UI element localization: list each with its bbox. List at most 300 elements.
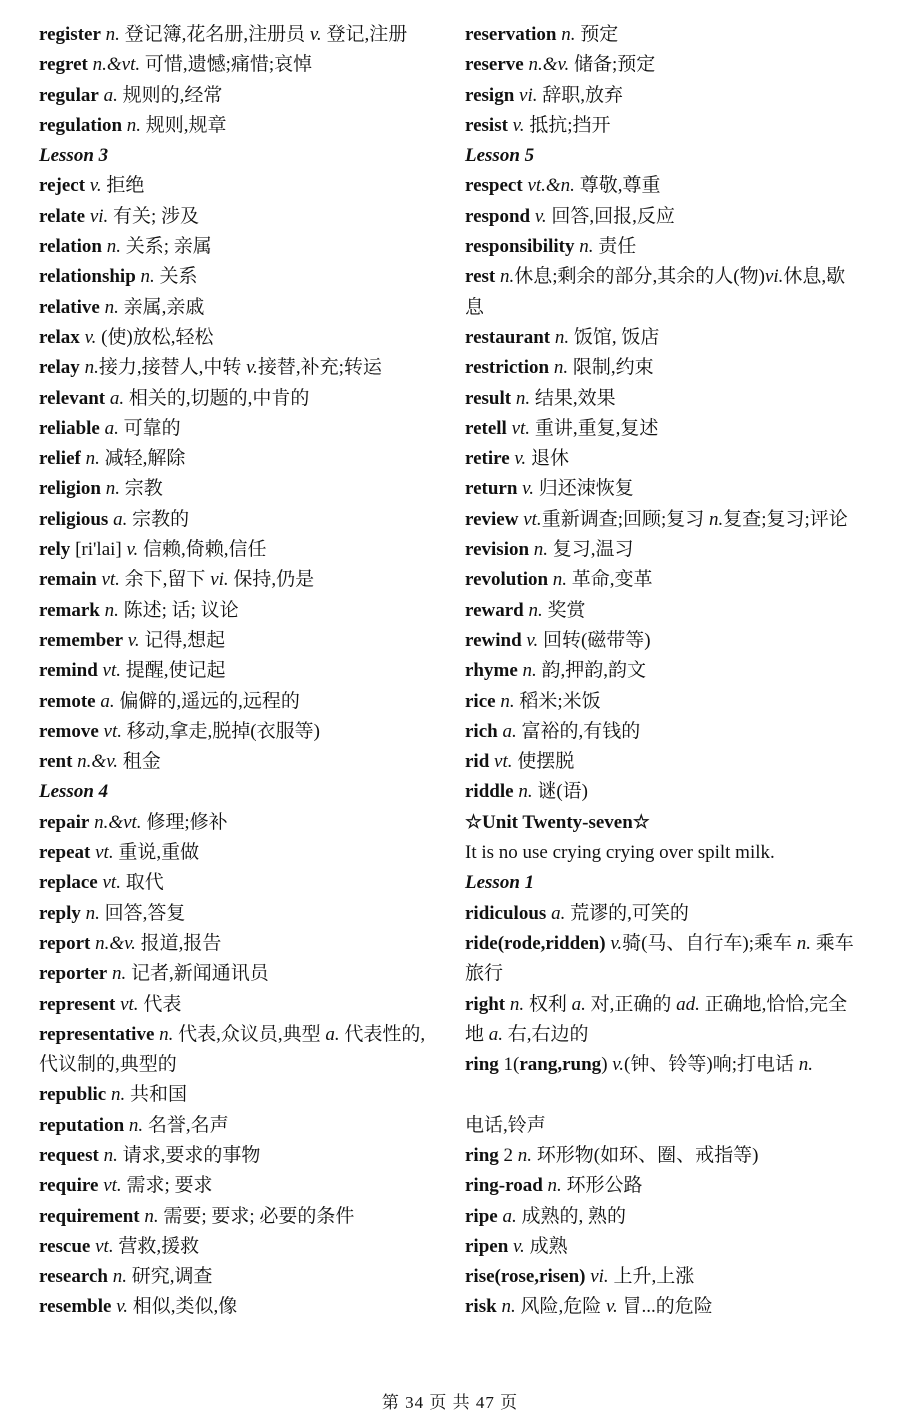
vocab-entry — [465, 899, 860, 929]
vocab-entry — [39, 384, 434, 414]
vocab-entry — [465, 717, 860, 747]
headword: ring — [465, 1054, 499, 1076]
part-of-speech: a. — [113, 508, 128, 530]
vocab-entry — [465, 474, 860, 504]
part-of-speech: n.&v. — [95, 932, 136, 954]
definition: 奖赏 — [542, 599, 586, 621]
headword: restaurant — [465, 326, 551, 348]
headword: relationship — [39, 266, 136, 288]
vocab-entry — [39, 505, 434, 535]
definition: 关系 — [154, 266, 198, 288]
part-of-speech: n. — [112, 1266, 127, 1288]
vocab-entry — [465, 1171, 860, 1201]
part-of-speech: vt. — [95, 842, 114, 864]
vocab-entry — [465, 777, 860, 807]
vocab-entry — [465, 262, 860, 323]
plain-line: 电话,铃声 — [465, 1114, 546, 1136]
headword: represent — [39, 993, 116, 1015]
headword: regulation — [39, 114, 123, 136]
part-of-speech: n. — [140, 266, 155, 288]
definition: 骑(马、自行车);乘车 n. 乘车旅行 — [465, 932, 854, 985]
definition: 预定 — [575, 24, 619, 45]
part-of-speech: n. — [501, 1296, 516, 1318]
plain-line: It is no use crying crying over spilt milk. — [465, 842, 775, 864]
headword: reputation — [39, 1114, 125, 1136]
part-of-speech: v. — [514, 448, 527, 470]
part-of-speech: n. — [111, 963, 127, 985]
headword: retell — [465, 417, 507, 439]
definition: 使摆脱 — [512, 751, 575, 773]
headword: reject — [39, 175, 86, 197]
headword: ridiculous — [465, 902, 547, 924]
headword: research — [39, 1266, 108, 1288]
vocab-entry — [465, 171, 860, 201]
definition: 请求,要求的事物 — [117, 1144, 261, 1166]
vocab-entry — [39, 1171, 434, 1201]
definition: 可靠的 — [118, 417, 181, 439]
vocab-entry — [39, 353, 434, 383]
part-of-speech: v. — [116, 1296, 128, 1318]
part-of-speech: vt. — [102, 660, 121, 682]
vocab-entry — [465, 353, 860, 383]
vocab-entry — [39, 596, 434, 626]
vocab-entry — [39, 626, 434, 656]
headword: repair — [39, 811, 90, 833]
headword: reply — [39, 902, 81, 924]
definition: 关系; 亲属 — [120, 236, 212, 258]
headword: risk — [465, 1296, 497, 1318]
part-of-speech: n. — [552, 569, 568, 591]
page-footer: 第 34 页 共 47 页 — [381, 1393, 519, 1412]
headword: relate — [39, 205, 86, 227]
headword: relax — [39, 326, 80, 348]
definition: 辞职,放弃 — [537, 84, 623, 106]
part-of-speech: n. — [84, 357, 99, 379]
definition: [ri'lai] v. 信赖,倚赖,信任 — [70, 539, 267, 561]
vocab-entry — [39, 20, 434, 50]
headword: reporter — [39, 963, 108, 985]
definition: 有关; 涉及 — [108, 205, 200, 227]
headword: replace — [39, 872, 98, 894]
vocab-entry — [39, 293, 434, 323]
part-of-speech: n. — [126, 114, 142, 136]
headword: rely — [39, 539, 71, 561]
vocab-entry — [39, 1080, 434, 1110]
part-of-speech: n.&vt. — [92, 54, 141, 76]
part-of-speech: v. — [610, 932, 623, 954]
vocab-entry — [39, 838, 434, 868]
definition: 需求; 要求 — [121, 1175, 213, 1197]
vocab-entry — [39, 262, 434, 292]
headword: reward — [465, 599, 524, 621]
vocab-entry — [465, 929, 860, 990]
headword: remote — [39, 690, 96, 712]
headword: relative — [39, 296, 100, 318]
part-of-speech: a. — [551, 902, 566, 924]
vocab-entry — [39, 1262, 434, 1292]
part-of-speech: n. — [561, 24, 576, 45]
part-of-speech: v. — [534, 205, 547, 227]
vocab-entry — [465, 990, 860, 1051]
definition: 相关的,切题的,中肯的 — [124, 387, 310, 409]
headword: resemble — [39, 1296, 112, 1318]
unit-heading: ☆Unit Twenty-seven☆ — [465, 811, 650, 833]
definition: 研究,调查 — [126, 1266, 213, 1288]
definition: 提醒,使记起 — [120, 660, 226, 682]
headword: rescue — [39, 1235, 91, 1257]
definition: 减轻,解除 — [99, 448, 186, 470]
definition: 富裕的,有钱的 — [516, 720, 641, 742]
part-of-speech: a. — [502, 720, 517, 742]
definition: 拒绝 — [101, 175, 145, 197]
vocab-entry — [39, 1141, 434, 1171]
vocab-entry — [465, 687, 860, 717]
headword: rise(rose,risen) — [465, 1266, 586, 1288]
definition: 风险,危险 v. 冒...的危险 — [515, 1296, 713, 1318]
part-of-speech: n.&v. — [528, 54, 570, 76]
part-of-speech: n. — [500, 266, 515, 288]
definition: 宗教 — [119, 478, 163, 500]
headword: require — [39, 1175, 99, 1197]
right-column — [465, 20, 860, 1323]
definition: 记者,新闻通讯员 — [126, 963, 269, 985]
headword: remain — [39, 569, 97, 591]
headword: rest — [465, 266, 496, 288]
headword: right — [465, 993, 506, 1015]
vocab-entry — [465, 565, 860, 595]
part-of-speech: v. — [127, 629, 140, 651]
part-of-speech: n. — [103, 1144, 118, 1166]
vocab-entry — [39, 111, 434, 141]
definition: 回答,回报,反应 — [546, 205, 675, 227]
vocab-entry — [39, 687, 434, 717]
part-of-speech: v. — [84, 326, 97, 348]
vocab-entry — [39, 1202, 434, 1232]
headword: remind — [39, 660, 98, 682]
vocab-entry — [465, 535, 860, 565]
vocab-entry — [465, 1262, 860, 1292]
vocab-entry — [465, 414, 860, 444]
definition: 1(rang,rung) v.(钟、铃等)响;打电话 n. — [498, 1054, 813, 1076]
vocab-entry — [39, 232, 434, 262]
part-of-speech: n. — [509, 993, 525, 1015]
part-of-speech: n. — [159, 1023, 174, 1045]
part-of-speech: vt. — [103, 720, 123, 742]
definition: 名誉,名声 — [143, 1114, 229, 1136]
headword: remove — [39, 720, 99, 742]
headword: respond — [465, 205, 531, 227]
part-of-speech: n. — [547, 1175, 562, 1197]
vocab-entry — [39, 414, 434, 444]
part-of-speech: n. — [554, 326, 570, 348]
headword: rich — [465, 720, 498, 742]
headword: rid — [465, 751, 490, 773]
vocab-entry — [39, 171, 434, 201]
vocab-entry — [465, 20, 860, 50]
vocab-entry — [39, 899, 434, 929]
headword: regular — [39, 84, 99, 106]
part-of-speech: vt. — [101, 569, 120, 591]
definition: 环形公路 — [561, 1175, 643, 1197]
vocab-entry — [39, 474, 434, 504]
headword: remember — [39, 629, 124, 651]
headword: ring-road — [465, 1175, 543, 1197]
part-of-speech: n. — [104, 599, 119, 621]
headword: ride(rode,ridden) — [465, 932, 606, 954]
part-of-speech: n. — [105, 24, 120, 45]
part-of-speech: vt. — [120, 993, 139, 1015]
headword: ring — [465, 1144, 499, 1166]
vocab-entry — [465, 323, 860, 353]
headword: rhyme — [465, 660, 518, 682]
headword: return — [465, 478, 518, 500]
definition: 租金 — [117, 751, 161, 773]
vocab-entry — [39, 747, 434, 777]
definition: 荒谬的,可笑的 — [565, 902, 689, 924]
vocab-entry — [465, 505, 860, 535]
definition: 复习,温习 — [548, 539, 634, 561]
vocab-entry — [39, 1292, 434, 1322]
headword: ripen — [465, 1235, 509, 1257]
definition: 修理;修补 — [141, 811, 228, 833]
part-of-speech: a. — [109, 387, 125, 409]
part-of-speech: n. — [105, 478, 120, 500]
definition: 登记簿,花名册,注册员 v. 登记,注册 — [119, 24, 408, 45]
vocab-entry — [39, 81, 434, 111]
left-column — [39, 20, 434, 1323]
vocab-entry — [465, 50, 860, 80]
definition: 亲属,亲戚 — [118, 296, 205, 318]
headword: repeat — [39, 842, 91, 864]
vocab-entry — [465, 202, 860, 232]
definition: 饭馆, 饭店 — [569, 326, 660, 348]
part-of-speech: a. — [104, 417, 119, 439]
headword: republic — [39, 1084, 107, 1106]
lesson-heading: Lesson 1 — [465, 872, 535, 894]
definition: 休息;剩余的部分,其余的人(物)vi.休息,歇息 — [465, 266, 846, 318]
definition: 2 n. 环形物(如环、圈、戒指等) — [498, 1144, 759, 1166]
definition: 需要; 要求; 必要的条件 — [158, 1205, 355, 1227]
vocab-entry — [465, 747, 860, 777]
definition: 可惜,遗憾;痛惜;哀悼 — [140, 54, 313, 76]
part-of-speech: n. — [533, 539, 549, 561]
part-of-speech: v. — [513, 1235, 525, 1257]
definition: 重新调查;回顾;复习 n.复查;复习;评论 — [541, 508, 848, 530]
headword: restriction — [465, 357, 550, 379]
part-of-speech: n. — [104, 296, 119, 318]
part-of-speech: n. — [85, 448, 100, 470]
headword: reliable — [39, 417, 100, 439]
part-of-speech: n. — [144, 1205, 159, 1227]
headword: retire — [465, 448, 510, 470]
definition: 代表,众议员,典型 a. 代表性的,代议制的,典型的 — [39, 1023, 426, 1076]
headword: result — [465, 387, 512, 409]
headword: rent — [39, 751, 73, 773]
definition: 余下,留下 vi. 保持,仍是 — [119, 569, 315, 591]
headword: reservation — [465, 24, 557, 45]
vocab-entry — [39, 444, 434, 474]
vocab-entry — [39, 565, 434, 595]
part-of-speech: vt. — [95, 1235, 114, 1257]
vocab-entry — [465, 232, 860, 262]
headword: resist — [465, 114, 508, 136]
headword: relevant — [39, 387, 106, 409]
part-of-speech: n. — [85, 902, 100, 924]
headword: responsibility — [465, 236, 575, 258]
vocab-entry — [39, 50, 434, 80]
vocab-entry — [465, 656, 860, 686]
part-of-speech: v. — [512, 114, 525, 136]
part-of-speech: n. — [528, 599, 543, 621]
vocab-entry — [39, 535, 434, 565]
lesson-heading: Lesson 3 — [39, 145, 109, 167]
part-of-speech: v. — [522, 478, 534, 500]
vocab-entry — [465, 384, 860, 414]
vocab-entry — [39, 990, 434, 1020]
definition: 成熟的, 熟的 — [516, 1205, 626, 1227]
headword: religion — [39, 478, 101, 500]
headword: requirement — [39, 1205, 140, 1227]
definition: 取代 — [120, 872, 164, 894]
vocab-entry — [39, 1232, 434, 1262]
vocab-entry — [39, 656, 434, 686]
part-of-speech: n.&v. — [77, 751, 118, 773]
definition: 结果,效果 — [530, 387, 616, 409]
definition: 重讲,重复,复述 — [530, 417, 659, 439]
part-of-speech: n. — [500, 690, 515, 712]
definition: 革命,变革 — [567, 569, 653, 591]
headword: revolution — [465, 569, 549, 591]
headword: report — [39, 932, 91, 954]
vocab-entry — [39, 202, 434, 232]
headword: relay — [39, 357, 80, 379]
vocab-entry — [39, 868, 434, 898]
headword: riddle — [465, 781, 514, 803]
vocab-entry — [39, 323, 434, 353]
part-of-speech: n. — [128, 1114, 144, 1136]
part-of-speech: vt. — [103, 1175, 122, 1197]
vocab-entry — [465, 596, 860, 626]
headword: request — [39, 1144, 99, 1166]
definition: 规则,规章 — [141, 114, 227, 136]
part-of-speech: vi. — [590, 1266, 609, 1288]
definition: 储备;预定 — [569, 54, 656, 76]
headword: relation — [39, 236, 102, 258]
vocab-entry — [39, 1111, 434, 1141]
definition: 重说,重做 — [113, 842, 200, 864]
part-of-speech: a. — [502, 1205, 517, 1227]
vocab-entry — [465, 1050, 860, 1080]
part-of-speech: vt. — [511, 417, 531, 439]
part-of-speech: n. — [579, 236, 594, 258]
headword: remark — [39, 599, 100, 621]
headword: relief — [39, 448, 81, 470]
headword: review — [465, 508, 519, 530]
vocab-entry — [39, 1020, 434, 1081]
vocab-entry — [39, 929, 434, 959]
definition: 成熟 — [524, 1235, 568, 1257]
part-of-speech: n. — [518, 781, 533, 803]
part-of-speech: vi. — [519, 84, 538, 106]
definition: 共和国 — [125, 1084, 187, 1106]
headword: reserve — [465, 54, 524, 76]
part-of-speech: vt.&n. — [527, 175, 575, 197]
part-of-speech: n.&vt. — [94, 811, 142, 833]
part-of-speech: a. — [100, 690, 115, 712]
part-of-speech: vt. — [102, 872, 121, 894]
part-of-speech: n. — [553, 357, 569, 379]
lesson-heading: Lesson 5 — [465, 145, 535, 167]
vocab-entry — [465, 1202, 860, 1232]
definition: 责任 — [593, 236, 637, 258]
vocab-entry — [465, 1141, 860, 1171]
definition: 代表 — [138, 993, 182, 1015]
headword: rice — [465, 690, 496, 712]
definition: 上升,上涨 — [608, 1266, 695, 1288]
definition: 归还洓恢复 — [533, 478, 634, 500]
headword: register — [39, 24, 101, 45]
headword: religious — [39, 508, 109, 530]
part-of-speech: v. — [89, 175, 102, 197]
part-of-speech: n. — [515, 387, 531, 409]
part-of-speech: v. — [526, 629, 539, 651]
definition: 稻米;米饭 — [514, 690, 601, 712]
definition: 相似,类似,像 — [128, 1296, 238, 1318]
vocab-entry — [465, 111, 860, 141]
part-of-speech: vt. — [494, 751, 513, 773]
definition: 谜(语) — [532, 781, 588, 803]
vocab-entry — [39, 808, 434, 838]
part-of-speech: vt. — [523, 508, 542, 530]
definition: 尊敬,尊重 — [574, 175, 661, 197]
part-of-speech: n. — [110, 1084, 126, 1106]
definition: 抵抗;挡开 — [524, 114, 611, 136]
headword: regret — [39, 54, 88, 76]
definition: 营救,援救 — [113, 1235, 200, 1257]
vocab-entry — [465, 626, 860, 656]
vocab-entry — [465, 1232, 860, 1262]
vocab-entry — [465, 1292, 860, 1322]
part-of-speech: vi. — [89, 205, 109, 227]
vocab-entry — [465, 444, 860, 474]
definition: 偏僻的,遥远的,远程的 — [114, 690, 300, 712]
headword: respect — [465, 175, 523, 197]
definition: 陈述; 话; 议论 — [118, 599, 239, 621]
vocab-entry — [39, 717, 434, 747]
part-of-speech: a. — [103, 84, 118, 106]
blank-line — [465, 1080, 860, 1110]
headword: ripe — [465, 1205, 498, 1227]
vocab-entry — [465, 81, 860, 111]
lesson-heading: Lesson 4 — [39, 781, 109, 803]
definition: 韵,押韵,韵文 — [536, 660, 647, 682]
definition: 回转(磁带等) — [538, 629, 651, 651]
headword: representative — [39, 1023, 155, 1045]
definition: 限制,约束 — [568, 357, 654, 379]
definition: (使)放松,轻松 — [96, 326, 214, 348]
headword: revision — [465, 539, 530, 561]
definition: 记得,想起 — [139, 629, 226, 651]
definition: 报道,报告 — [135, 932, 222, 954]
definition: 移动,拿走,脱掉(衣服等) — [122, 720, 320, 742]
headword: rewind — [465, 629, 522, 651]
definition: 回答,答复 — [99, 902, 186, 924]
definition: 规则的,经常 — [117, 84, 223, 106]
part-of-speech: n. — [106, 236, 121, 258]
definition: 退休 — [526, 448, 569, 470]
definition: 宗教的 — [127, 508, 190, 530]
headword: resign — [465, 84, 515, 106]
